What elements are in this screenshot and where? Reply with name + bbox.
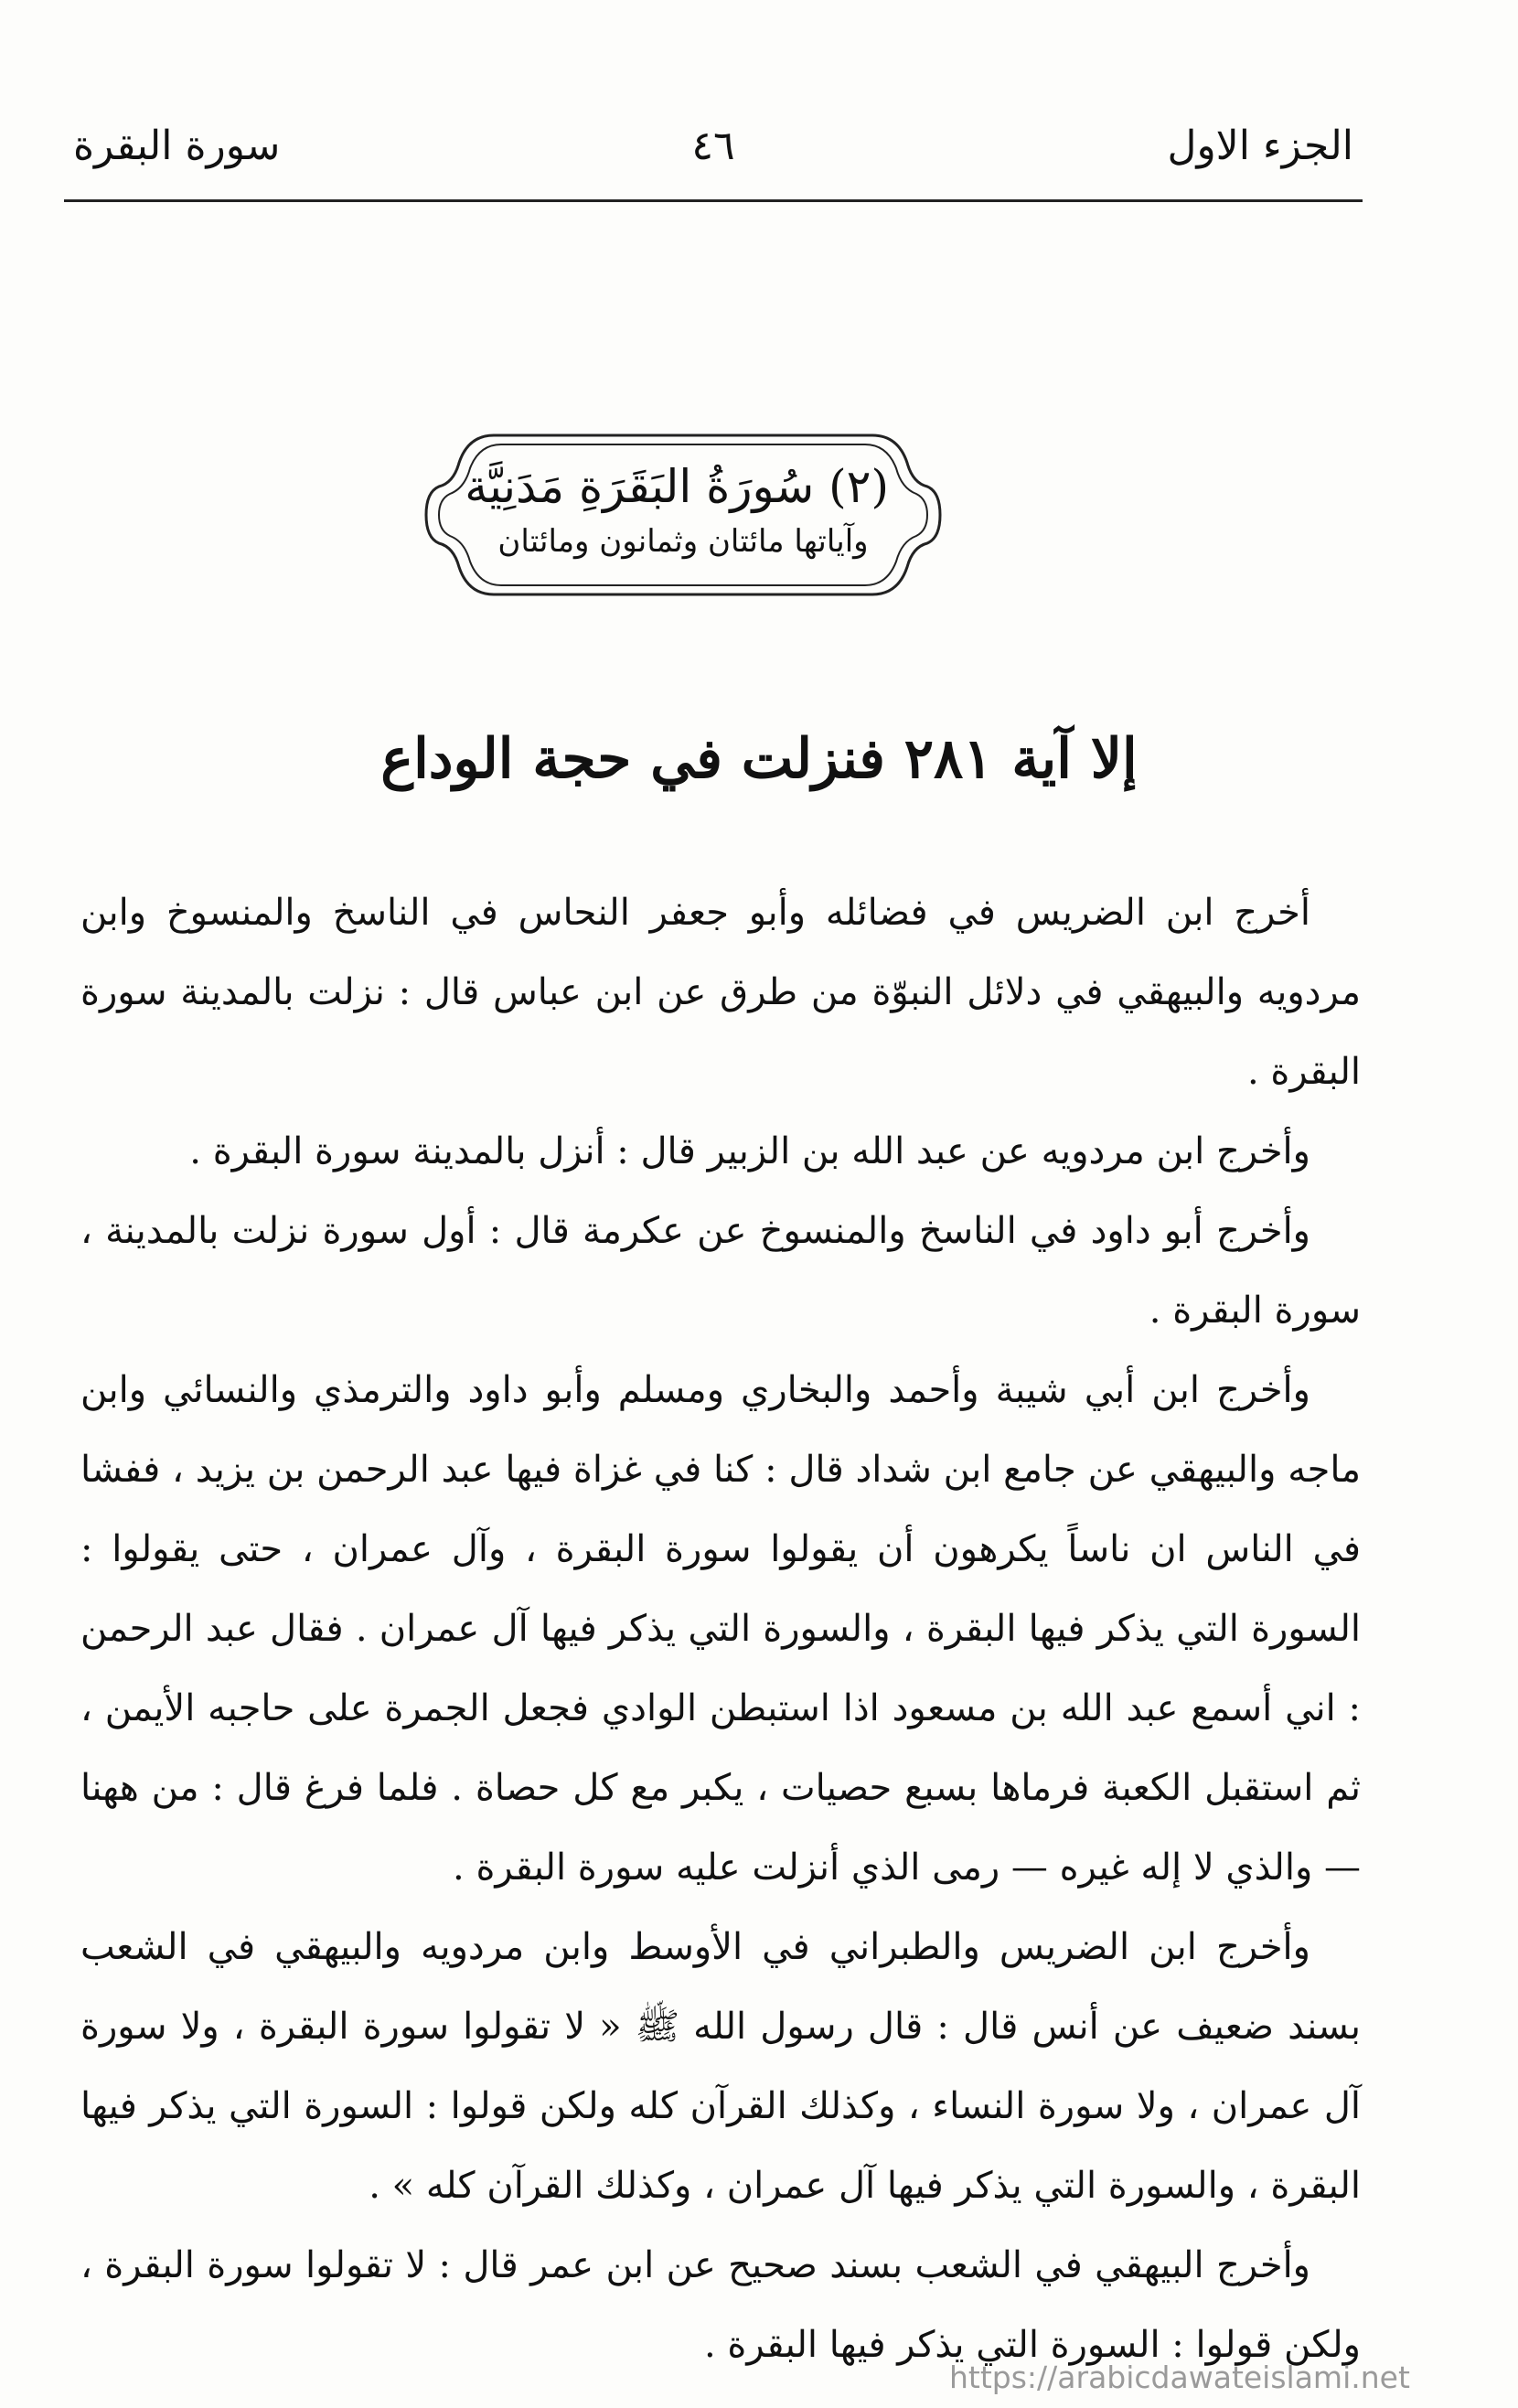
body-text — [80, 873, 1361, 2385]
page-header — [64, 108, 1363, 202]
cartouche-subtitle: وآياتها مائتان وثمانون ومائتان — [497, 523, 869, 560]
section-heading: إلا آية ٢٨١ فنزلت في حجة الوداع — [380, 727, 1138, 791]
paragraph: وأخرج البيهقي في الشعب بسند صحيح عن ابن عمر قال : لا تقولوا سورة البقرة ، ولكن قولوا : السورة التي يذكر فيها البقرة . — [80, 2244, 1361, 2366]
watermark-url: https://arabicdawateislami.net — [949, 2360, 1410, 2395]
paragraph: أخرج ابن الضريس في فضائله وأبو جعفر النحاس في الناسخ والمنسوخ وابن مردويه والبيهقي في دلائل النبوّة من طرق عن ابن عباس قال : نزلت بالمدينة سورة البقرة . — [80, 892, 1361, 1093]
paragraph: وأخرج ابن مردويه عن عبد الله بن الزبير قال : أنزل بالمدينة سورة البقرة . — [189, 1130, 1310, 1172]
paragraph: وأخرج ابن أبي شيبة وأحمد والبخاري ومسلم وأبو داود والترمذي والنسائي وابن ماجه والبيهقي عن جامع ابن شداد قال : كنا في غزاة فيها عبد الرحمن بن يزيد ، ففشا في الناس ان ناساً يكرهون أن يقولوا سورة البقرة ، وآل عمران ، حتى يقولوا : السورة التي يذكر فيها البقرة ، والسورة التي يذكر فيها آل عمران . فقال عبد الرحمن : اني أسمع عبد الله بن مسعود اذا استبطن الوادي فجعل الجمرة على حاجبه الأيمن ، ثم استقبل الكعبة فرماها بسبع حصيات ، يكبر مع كل حصاة . فلما فرغ قال : من ههنا — والذي لا إله غيره — رمى الذي أنزلت عليه سورة البقرة . — [80, 1369, 1361, 1889]
surah-cartouche — [422, 430, 944, 600]
page-number: ٤٦ — [691, 123, 735, 169]
paragraph: وأخرج ابن الضريس والطبراني في الأوسط وابن مردويه والبيهقي في الشعب بسند ضعيف عن أنس قال : قال رسول الله ﷺ « لا تقولوا سورة البقرة ، ولا سورة آل عمران ، ولا سورة النساء ، وكذلك القرآن كله ولكن قولوا : السورة التي يذكر فيها البقرة ، والسورة التي يذكر فيها آل عمران ، وكذلك القرآن كله » . — [80, 1926, 1361, 2207]
cartouche-title: (٢) سُورَةُ البَقَرَةِ مَدَنِيَّة — [465, 460, 889, 513]
surah-label: سورة البقرة — [73, 123, 281, 169]
part-label: الجزء الاول — [1167, 123, 1353, 169]
paragraph: وأخرج أبو داود في الناسخ والمنسوخ عن عكرمة قال : أول سورة نزلت بالمدينة ، سورة البقرة . — [80, 1210, 1361, 1332]
